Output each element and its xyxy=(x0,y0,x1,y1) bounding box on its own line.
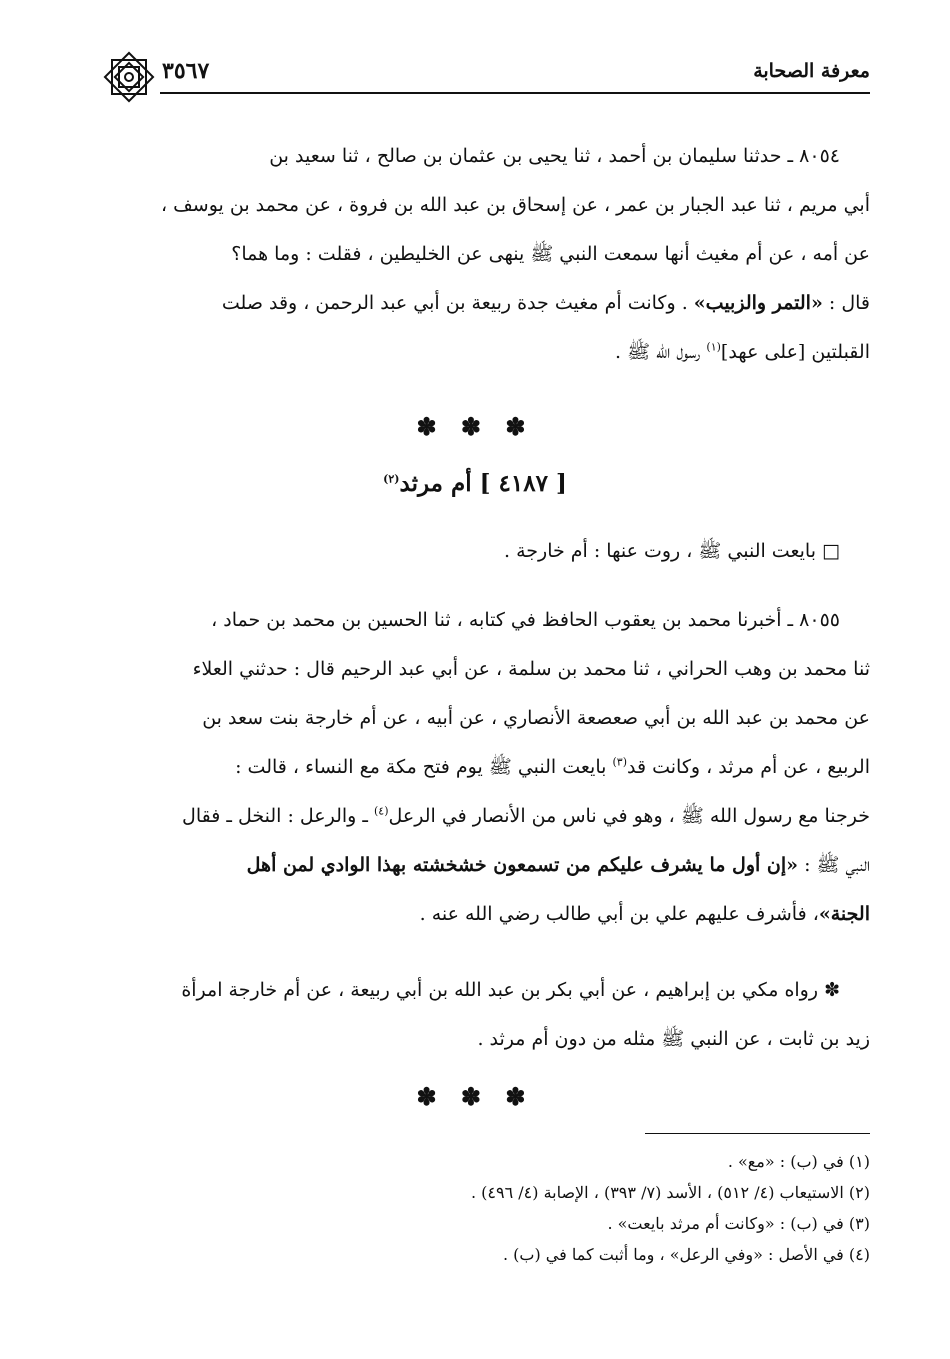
text-run: النبي ﷺ : xyxy=(804,854,870,876)
footnote-ref: (٢) xyxy=(383,472,400,486)
octagram-ornament-icon xyxy=(100,48,158,106)
header-title: معرفة الصحابة xyxy=(753,60,870,82)
entry-intro-line: □ بايعت النبي ﷺ ، روت عنها : أم خارجة . xyxy=(504,540,840,562)
section-separator: ✽ ✽ ✽ xyxy=(416,412,534,441)
footnote-2: (٢) الاستيعاب (٤/ ٥١٢) ، الأسد (٧/ ٣٩٣) ، الإصابة (٤/ ٤٩٦) . xyxy=(470,1183,870,1202)
header-rule xyxy=(160,92,870,94)
page-number: ٣٥٦٧ xyxy=(162,58,210,84)
hadith-8055-line-7 xyxy=(100,890,870,939)
entry-heading-text: [ ٤١٨٧ ] أم مرثد xyxy=(399,470,567,497)
hadith-8055-line-3: عن محمد بن عبد الله بن أبي صعصعة الأنصاري ، عن أبيه ، عن أم خارجة بنت سعد بن xyxy=(202,707,870,729)
entry-intro xyxy=(100,527,870,576)
text-run: قال : xyxy=(828,292,870,314)
footnotes xyxy=(100,1146,870,1270)
footnote-ref: (٤) xyxy=(373,804,389,818)
text-run: القبلتين [على عهد] xyxy=(720,341,870,363)
entry-heading xyxy=(0,470,950,497)
narration-note xyxy=(100,966,870,1064)
hadith-8054-line-2: أبي مريم ، ثنا عبد الجبار بن عمر ، عن إسحاق بن عبد الله بن فروة ، عن محمد بن يوسف ، xyxy=(160,194,870,216)
narration-note-line-1: ✽ رواه مكي بن إبراهيم ، عن أبي بكر بن عبد الله بن أبي ربيعة ، عن أم خارجة امرأة xyxy=(181,979,840,1001)
hadith-8055-line-4 xyxy=(100,743,870,792)
hadith-8055-line-5 xyxy=(100,792,870,841)
hadith-8054-line-5 xyxy=(100,328,870,377)
hadith-8054-line-3: عن أمه ، عن أم مغيث أنها سمعت النبي ﷺ ينهى عن الخليطين ، فقلت : وما هما؟ xyxy=(231,243,870,265)
text-run: الربيع ، عن أم مرثد ، وكانت قد xyxy=(626,756,870,778)
hadith-8054-line-4 xyxy=(100,279,870,328)
footnote-1: (١) في (ب) : «مع» . xyxy=(727,1152,870,1171)
footnote-3: (٣) في (ب) : «وكانت أم مرثد بايعت» . xyxy=(607,1214,870,1233)
quoted-saying: الجنة» xyxy=(818,903,870,925)
hadith-8055 xyxy=(100,596,870,939)
text-run: رسول الله ﷺ . xyxy=(615,341,707,363)
hadith-8054-line-1: ٨٠٥٤ ـ حدثنا سليمان بن أحمد ، ثنا يحيى بن عثمان بن صالح ، ثنا سعيد بن xyxy=(269,145,840,167)
text-run: ـ والرعل : النخل ـ فقال xyxy=(182,805,374,827)
text-run: بايعت النبي ﷺ يوم فتح مكة مع النساء ، قالت : xyxy=(235,756,613,778)
text-run: . وكانت أم مغيث جدة ربيعة بن أبي عبد الرحمن ، وقد صلت xyxy=(221,292,688,314)
text-run: خرجنا مع رسول الله ﷺ ، وهو في ناس من الأنصار في الرعل xyxy=(388,805,870,827)
quoted-saying: «إن أول ما يشرف عليكم من تسمعون خشخشته بهذا الوادي لمن أهل xyxy=(246,854,799,876)
running-header xyxy=(100,52,870,102)
footnote-ref: (١) xyxy=(706,340,721,354)
quoted-saying: «التمر والزبيب» xyxy=(693,292,823,314)
footnote-4: (٤) في الأصل : «وفي الرعل» ، وما أثبت كما في (ب) . xyxy=(503,1245,870,1264)
hadith-8055-line-2: ثنا محمد بن وهب الحراني ، ثنا محمد بن سلمة ، عن أبي عبد الرحيم قال : حدثني العلاء xyxy=(192,658,870,680)
section-separator: ✽ ✽ ✽ xyxy=(416,1082,534,1111)
hadith-8054 xyxy=(100,132,870,377)
footnote-ref: (٣) xyxy=(612,755,627,769)
hadith-8055-line-1: ٨٠٥٥ ـ أخبرنا محمد بن يعقوب الحافظ في كتابه ، ثنا الحسين بن محمد بن حماد ، xyxy=(211,609,840,631)
footnote-rule xyxy=(645,1133,870,1134)
hadith-8055-line-6 xyxy=(100,841,870,890)
narration-note-line-2: زيد بن ثابت ، عن النبي ﷺ مثله من دون أم مرثد . xyxy=(477,1028,870,1050)
text-run: ، فأشرف عليهم علي بن أبي طالب رضي الله عنه . xyxy=(419,903,819,925)
